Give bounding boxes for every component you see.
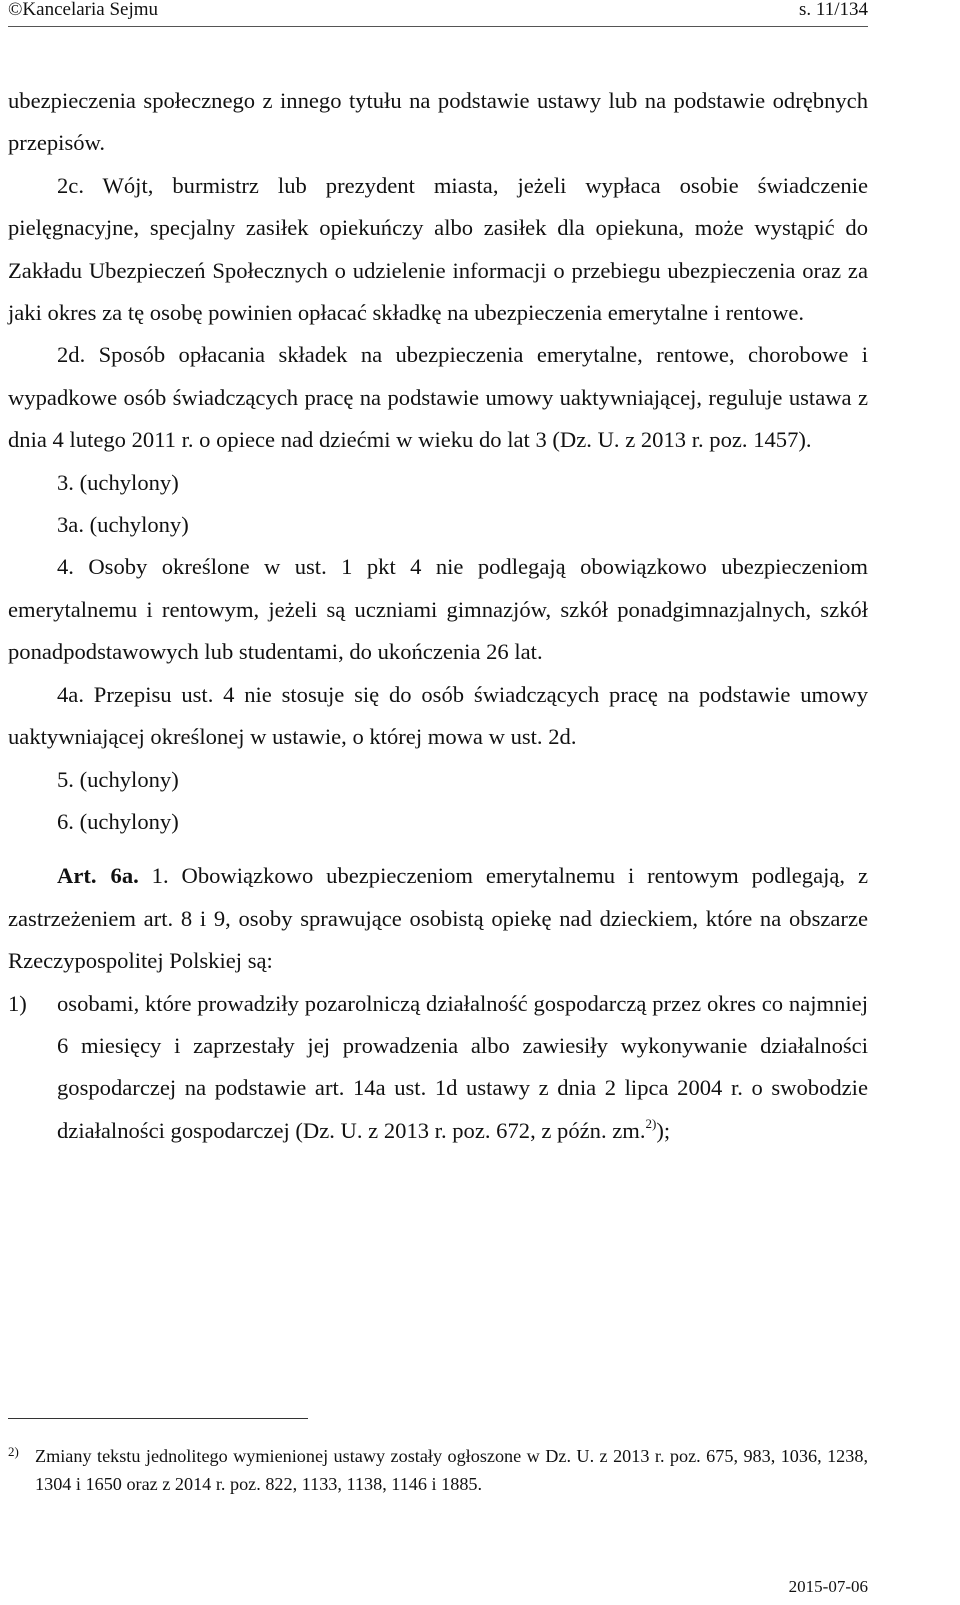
page-header — [8, 0, 868, 27]
paragraph-3a: 3a. (uchylony) — [57, 512, 189, 538]
footnote — [8, 1442, 868, 1498]
paragraph-4a: 4a. Przepisu ust. 4 nie stosuje się do osób świadczących pracę na podstawie umowy uaktywniającej określonej w ustawie, o której mowa w ust. 2d. — [8, 681, 868, 750]
paragraph-3: 3. (uchylony) — [57, 469, 179, 495]
paragraph-4: 4. Osoby określone w ust. 1 pkt 4 nie podlegają obowiązkowo ubezpieczeniom emerytalnemu i rentowym, jeżeli są uczniami gimnazjów, szkół ponadgimnazjalnych, szkół ponadpodstawowych lub studentami, do ukończenia 26 lat. — [8, 554, 868, 665]
article-text: 1. Obowiązkowo ubezpieczeniom emerytalnemu i rentowym podlegają, z zastrzeżeniem art. 8 i 9, osoby sprawujące osobistą opiekę nad dzieckiem, które na obszarze Rzeczypospolitej Polskiej są: — [8, 863, 868, 974]
footnote-number: 2) — [8, 1444, 19, 1459]
paragraph-5: 5. (uchylony) — [57, 766, 179, 792]
page-number: s. 11/134 — [799, 0, 868, 20]
article-number: 6a. — [110, 863, 139, 889]
footnote-separator — [8, 1418, 308, 1419]
article-6a — [8, 855, 868, 982]
list-item-number: 1) — [8, 990, 27, 1016]
footnote-reference[interactable]: 2) — [645, 1115, 657, 1131]
footnote-text: Zmiany tekstu jednolitego wymienionej ustawy zostały ogłoszone w Dz. U. z 2013 r. poz. 675, 983, 1036, 1238, 1304 i 1650 oraz z 2014 r. poz. 822, 1133, 1138, 1146 i 1885. — [35, 1446, 868, 1494]
article-label: Art. — [57, 863, 97, 889]
paragraph-6: 6. (uchylony) — [57, 808, 179, 834]
copyright-label: ©Kancelaria Sejmu — [8, 0, 159, 20]
paragraph-2d: 2d. Sposób opłacania składek na ubezpieczenia emerytalne, rentowe, chorobowe i wypadkowe osób świadczących pracę na podstawie umowy uaktywniającej, reguluje ustawa z dnia 4 lutego 2011 r. o opiece nad dziećmi w wieku do lat 3 (Dz. U. z 2013 r. poz. 1457). — [8, 342, 868, 453]
list-item-end: ); — [656, 1117, 671, 1143]
document-body — [8, 80, 868, 1152]
document-date: 2015-07-06 — [788, 1577, 868, 1596]
list-item-text: osobami, które prowadziły pozarolniczą działalność gospodarczą przez okres co najmniej 6 miesięcy i zaprzestały jej prowadzenia albo zawiesiły wykonywanie działalności gospodarczej na podstawie art. 14a ust. 1d ustawy z dnia 2 lipca 2004 r. o swobodzie działalności gospodarczej (Dz. U. z 2013 r. poz. 672, z późn. zm. — [57, 990, 868, 1143]
list-item — [8, 983, 868, 1153]
paragraph-continuation: ubezpieczenia społecznego z innego tytułu na podstawie ustawy lub na podstawie odrębnych przepisów. — [8, 88, 868, 156]
paragraph-2c: 2c. Wójt, burmistrz lub prezydent miasta, jeżeli wypłaca osobie świadczenie pielęgnacyjne, specjalny zasiłek opiekuńczy albo zasiłek dla opiekuna, może wystąpić do Zakładu Ubezpieczeń Społecznych o udzielenie informacji o przebiegu ubezpieczenia oraz za jaki okres za tę osobę powinien opłacać składkę na ubezpieczenia emerytalne i rentowe. — [8, 172, 868, 326]
